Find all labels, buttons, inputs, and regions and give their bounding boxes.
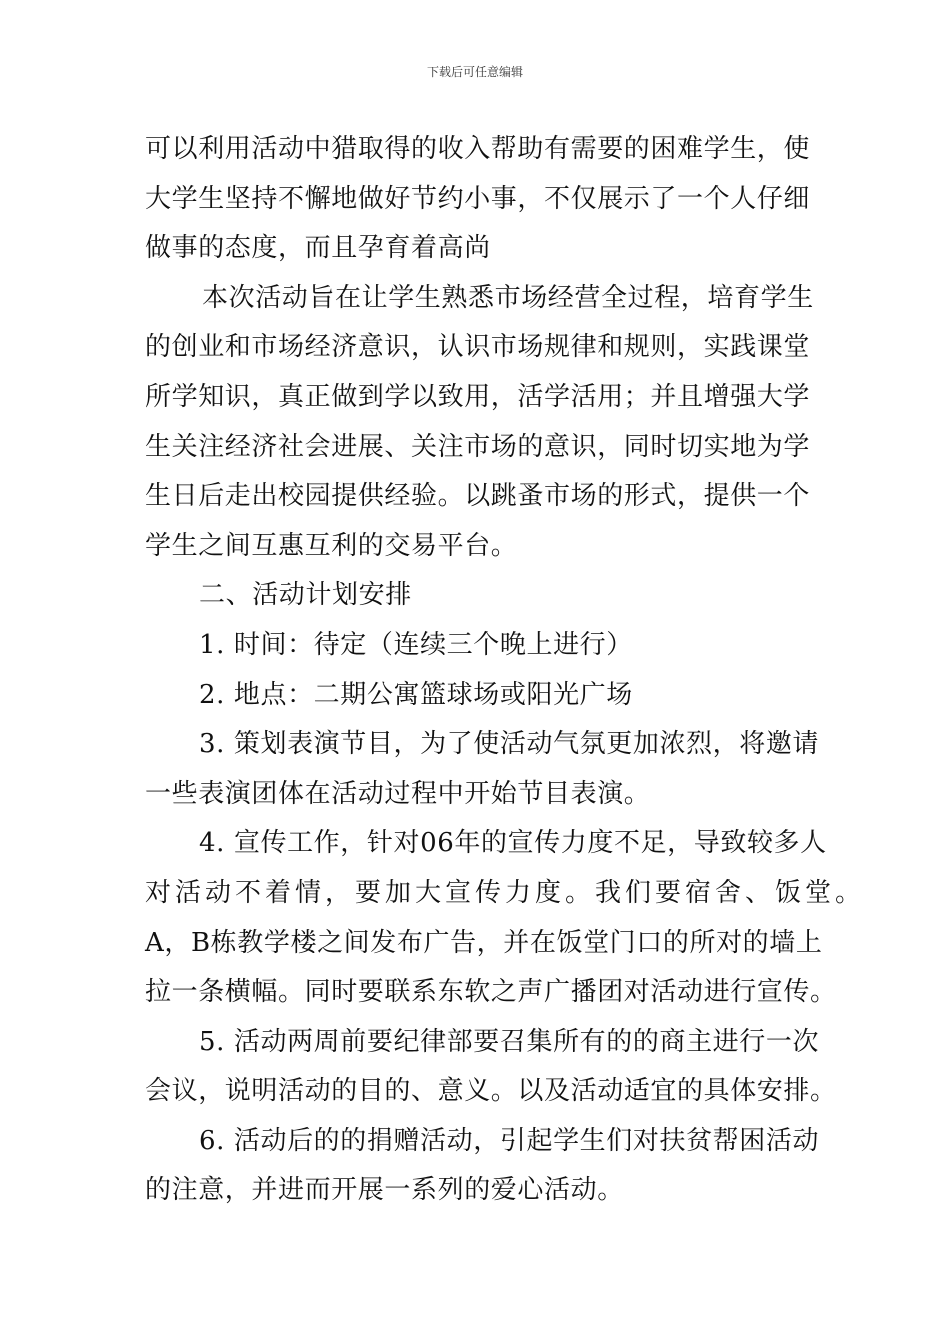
- list-item: 5. 活动两周前要纪律部要召集所有的的商主进行一次: [199, 1026, 820, 1057]
- text-line: 做事的态度，而且孕育着高尚: [145, 233, 491, 264]
- list-item: 6. 活动后的的捐赠活动，引起学生们对扶贫帮困活动: [199, 1125, 820, 1156]
- section-heading: 二、活动计划安排: [199, 580, 412, 611]
- text-line: 可以利用活动中猎取得的收入帮助有需要的困难学生，使: [145, 134, 811, 164]
- text-line: 的注意，并进而开展一系列的爱心活动。: [145, 1175, 624, 1206]
- text-line: 生日后走出校园提供经验。以跳蚤市场的形式，提供一个: [145, 481, 811, 512]
- text-line: 会议，说明活动的目的、意义。以及活动适宜的具体安排。: [145, 1076, 837, 1107]
- text-line: 对活动不着情，要加大宣传力度。我们要宿舍、饭堂。: [145, 877, 866, 908]
- text-line: 一些表演团体在活动过程中开始节目表演。: [145, 778, 651, 809]
- text-line: 所学知识，真正做到学以致用，活学活用；并且增强大学: [145, 381, 811, 412]
- text-line: 生关注经济社会进展、关注市场的意识，同时切实地为学: [145, 431, 811, 462]
- list-item: 4. 宣传工作，针对06年的宣传力度不足，导致较多人: [199, 828, 827, 859]
- list-item: 1. 时间：待定（连续三个晚上进行）: [199, 629, 633, 660]
- text-line: 学生之间互惠互利的交易平台。: [145, 530, 518, 561]
- document-body: [145, 125, 866, 1216]
- paragraph-first-line: 本次活动旨在让学生熟悉市场经营全过程，培育学生: [202, 282, 814, 313]
- page-header-note: 下载后可任意编辑: [426, 65, 523, 79]
- list-item: 3. 策划表演节目，为了使活动气氛更加浓烈，将邀请: [199, 729, 820, 760]
- text-line: 拉一条横幅。同时要联系东软之声广播团对活动进行宣传。: [145, 977, 837, 1008]
- text-line: 大学生坚持不懈地做好节约小事，不仅展示了一个人仔细: [145, 183, 811, 214]
- list-item: 2. 地点：二期公寓篮球场或阳光广场: [199, 679, 633, 710]
- text-line: A，B栋教学楼之间发布广告，并在饭堂门口的所对的墙上: [145, 927, 823, 958]
- text-line: 的创业和市场经济意识，认识市场规律和规则，实践课堂: [145, 332, 811, 363]
